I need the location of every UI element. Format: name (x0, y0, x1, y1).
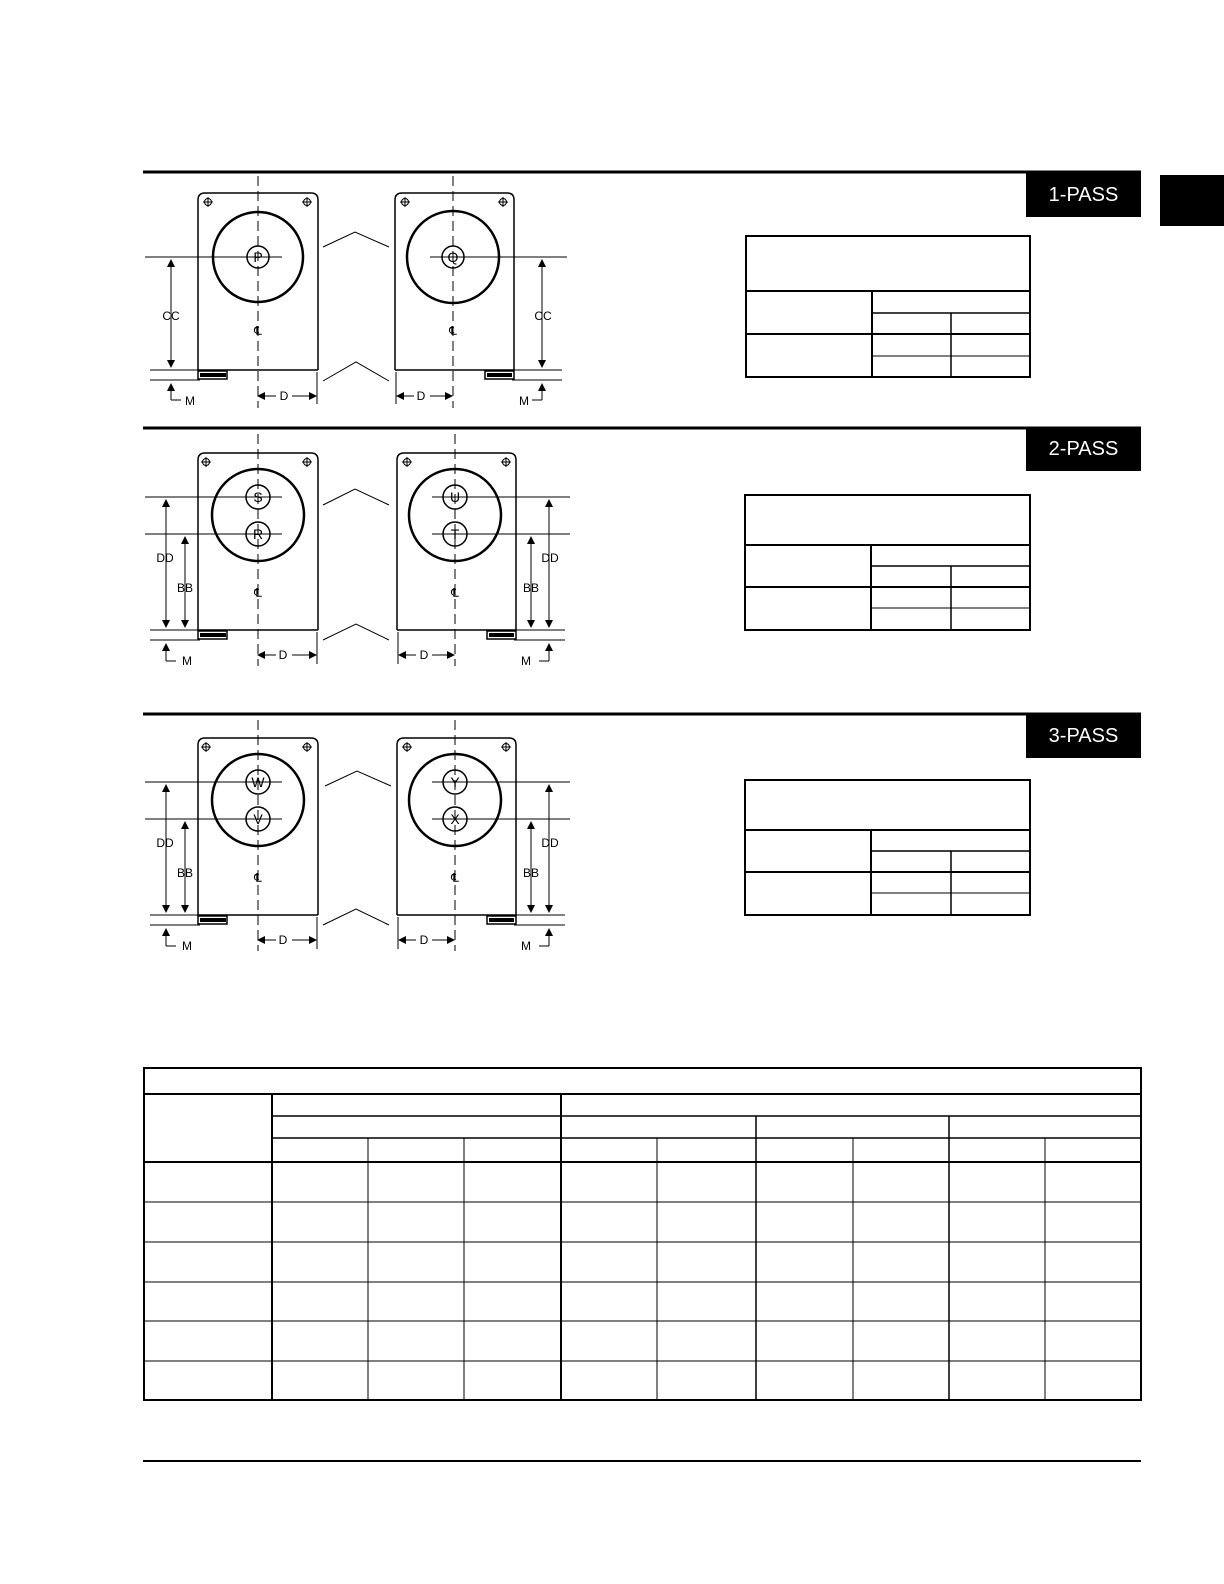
centerline-mark-right: ℄ (449, 324, 457, 338)
dim-label-bb-right: BB (522, 866, 540, 880)
dim-label-m-right: M (521, 939, 531, 953)
nozzle-label-v: V (253, 811, 263, 827)
nozzle-label-x: X (450, 811, 460, 827)
dim-label-dd-left: DD (156, 836, 174, 850)
dim-label-cc-left: CC (162, 309, 180, 323)
nozzle-label-y: Y (450, 774, 460, 790)
nozzle-label-s: S (253, 489, 263, 505)
nozzle-label-t: T (450, 526, 460, 542)
dim-label-bb-left: BB (176, 581, 194, 595)
dim-label-m-left: M (182, 939, 192, 953)
nozzle-label-w: W (251, 774, 265, 790)
dim-label-d-left: D (278, 933, 288, 947)
dim-label-bb-right: BB (522, 581, 540, 595)
nozzle-label-r: R (252, 526, 264, 542)
dim-label-m-left: M (182, 654, 192, 668)
centerline-mark-left: ℄ (254, 586, 262, 600)
dim-label-dd-right: DD (541, 836, 559, 850)
centerline-mark-left: ℄ (254, 324, 262, 338)
two-pass-diagram (145, 434, 570, 666)
pass-label-2: 2-PASS (1026, 427, 1141, 471)
nozzle-label-u: U (449, 489, 461, 505)
dimension-table-1 (746, 236, 1030, 377)
nozzle-label-q: Q (447, 249, 459, 265)
dim-label-dd-right: DD (541, 551, 559, 565)
dim-label-dd-left: DD (156, 551, 174, 565)
dim-label-m-left: M (185, 394, 195, 408)
centerline-mark-left: ℄ (254, 871, 262, 885)
dim-label-d-left: D (278, 648, 288, 662)
dim-label-m-right: M (521, 654, 531, 668)
dim-label-cc-right: CC (534, 309, 552, 323)
centerline-mark-right: ℄ (451, 586, 459, 600)
dimension-table-3 (745, 780, 1030, 915)
dim-label-d-right: D (419, 933, 429, 947)
dim-label-bb-left: BB (176, 866, 194, 880)
pass-label-1: 1-PASS (1026, 173, 1141, 217)
one-pass-diagram (145, 176, 567, 408)
nozzle-dimension-table (144, 1068, 1141, 1400)
dim-label-d-left: D (279, 389, 289, 403)
nozzle-label-p: P (253, 249, 263, 265)
dim-label-m-right: M (519, 394, 529, 408)
dim-label-d-right: D (416, 389, 426, 403)
dim-label-d-right: D (419, 648, 429, 662)
dimension-table-2 (745, 495, 1030, 630)
three-pass-diagram (145, 720, 570, 951)
centerline-mark-right: ℄ (451, 871, 459, 885)
pass-label-3: 3-PASS (1026, 714, 1141, 758)
